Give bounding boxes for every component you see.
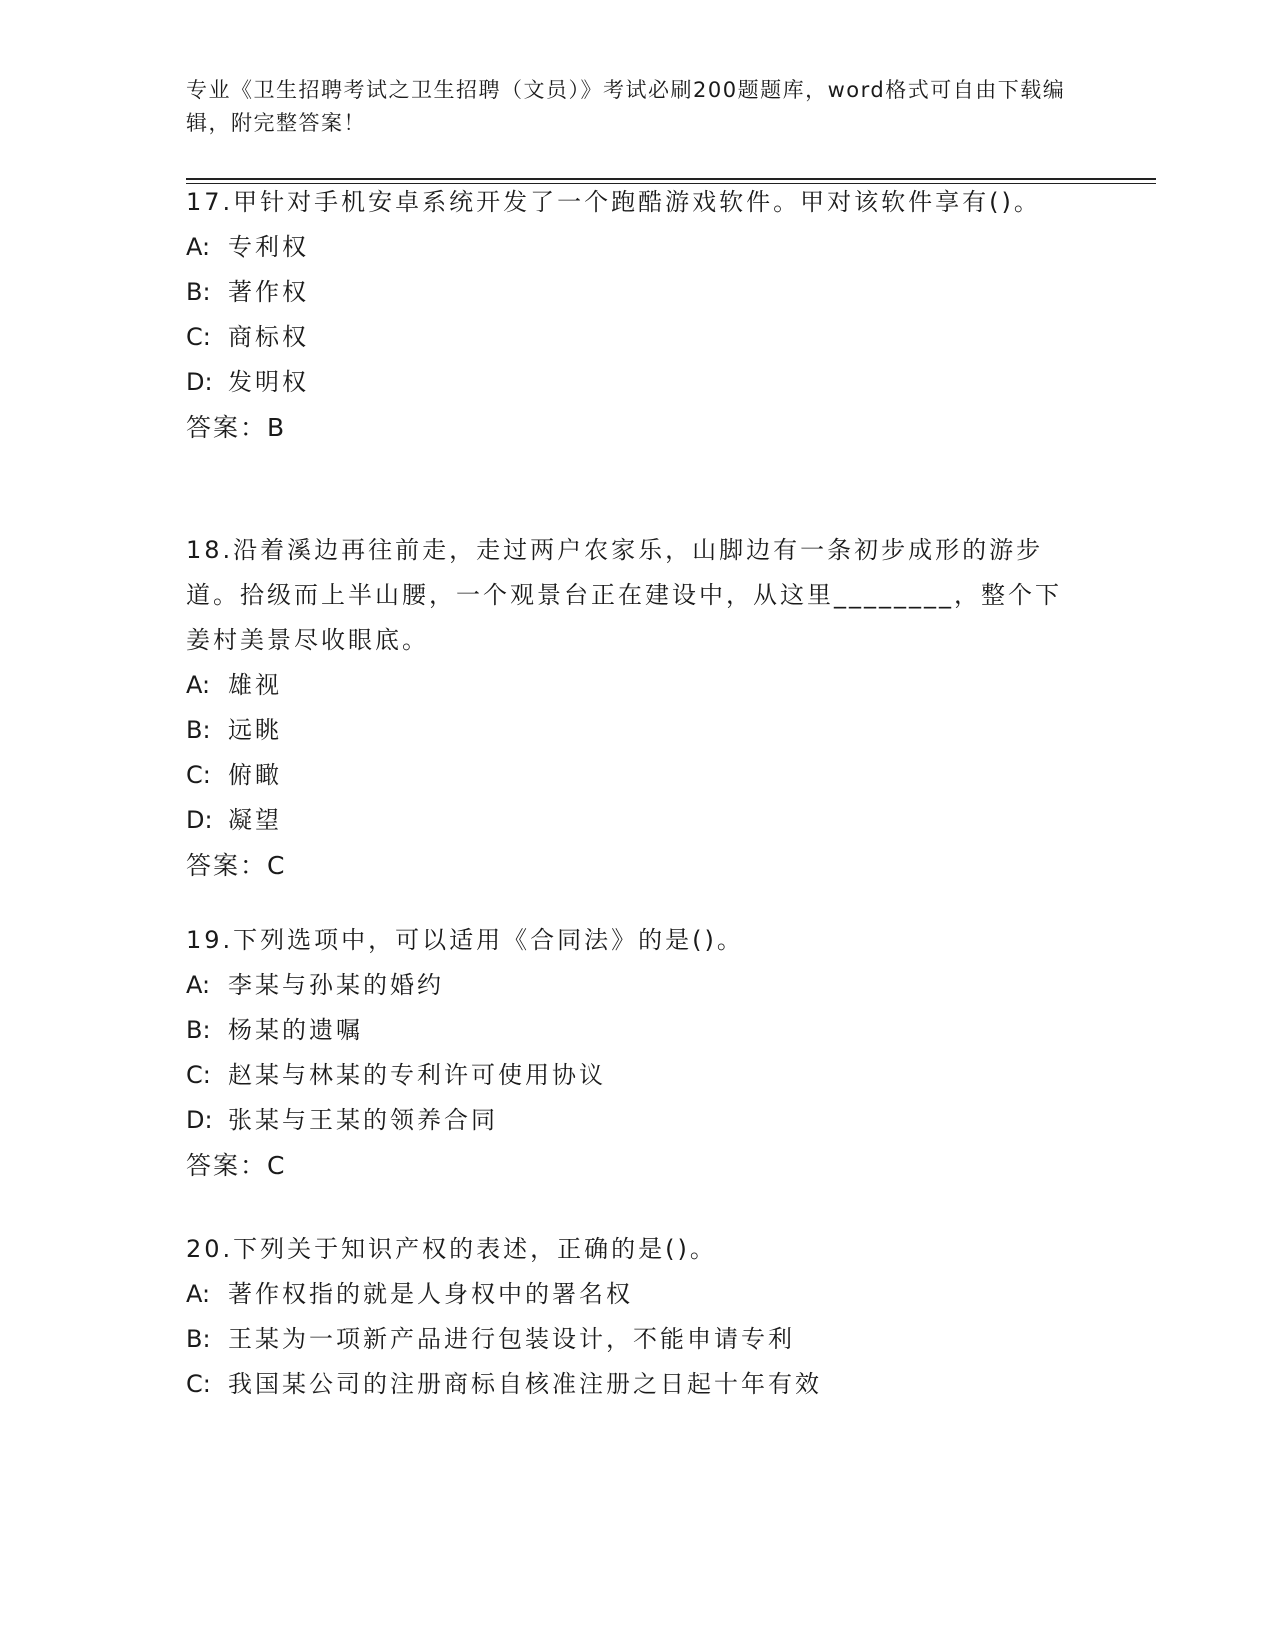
option-letter: A: (186, 233, 211, 261)
option-text: 专利权 (228, 233, 309, 261)
option-text: 商标权 (228, 323, 309, 351)
option-letter: D: (186, 1106, 213, 1134)
option-b (186, 1317, 1066, 1362)
option-a (186, 225, 1066, 270)
option-d (186, 360, 1066, 405)
option-text: 李某与孙某的婚约 (228, 971, 444, 999)
option-letter: C: (186, 1061, 211, 1089)
question-stem: 17.甲针对手机安卓系统开发了一个跑酷游戏软件。甲对该软件享有()。 (186, 188, 1041, 216)
option-letter: A: (186, 671, 211, 699)
option-letter: B: (186, 278, 211, 306)
option-b (186, 270, 1066, 315)
question-19 (186, 918, 1066, 1188)
option-letter: B: (186, 1016, 211, 1044)
option-letter: A: (186, 971, 211, 999)
question-stem: 18.沿着溪边再往前走，走过两户农家乐，山脚边有一条初步成形的游步道。拾级而上半山腰，一个观景台正在建设中，从这里________，整个下姜村美景尽收眼底。 (186, 536, 1062, 654)
document-header: 专业《卫生招聘考试之卫生招聘（文员）》考试必刷200题题库，word格式可自由下载编辑，附完整答案！ (186, 78, 1066, 135)
option-text: 著作权 (228, 278, 309, 306)
option-text: 远眺 (228, 716, 282, 744)
question-17 (186, 180, 1066, 450)
option-letter: C: (186, 761, 211, 789)
option-c (186, 753, 1066, 798)
option-letter: D: (186, 368, 213, 396)
option-letter: A: (186, 1280, 211, 1308)
answer-line: 答案：B (186, 413, 287, 442)
option-text: 著作权指的就是人身权中的署名权 (228, 1280, 633, 1308)
question-stem: 19.下列选项中，可以适用《合同法》的是()。 (186, 926, 744, 954)
option-text: 发明权 (228, 368, 309, 396)
option-c (186, 1053, 1066, 1098)
option-text: 我国某公司的注册商标自核准注册之日起十年有效 (228, 1370, 822, 1398)
option-c (186, 1362, 1066, 1407)
option-a (186, 963, 1066, 1008)
option-letter: B: (186, 1325, 211, 1353)
question-stem: 20.下列关于知识产权的表述，正确的是()。 (186, 1235, 717, 1263)
answer-line: 答案：C (186, 1151, 287, 1180)
answer-line: 答案：C (186, 851, 287, 880)
option-letter: C: (186, 1370, 211, 1398)
option-letter: D: (186, 806, 213, 834)
option-text: 杨某的遗嘱 (228, 1016, 363, 1044)
option-a (186, 1272, 1066, 1317)
option-b (186, 1008, 1066, 1053)
option-letter: C: (186, 323, 211, 351)
option-text: 赵某与林某的专利许可使用协议 (228, 1061, 606, 1089)
option-c (186, 315, 1066, 360)
question-20 (186, 1227, 1066, 1407)
option-letter: B: (186, 716, 211, 744)
option-d (186, 1098, 1066, 1143)
question-18 (186, 528, 1066, 888)
option-text: 雄视 (228, 671, 282, 699)
option-text: 王某为一项新产品进行包装设计，不能申请专利 (228, 1325, 795, 1353)
option-text: 张某与王某的领养合同 (228, 1106, 498, 1134)
option-a (186, 663, 1066, 708)
option-text: 凝望 (228, 806, 282, 834)
option-b (186, 708, 1066, 753)
option-text: 俯瞰 (228, 761, 282, 789)
option-d (186, 798, 1066, 843)
